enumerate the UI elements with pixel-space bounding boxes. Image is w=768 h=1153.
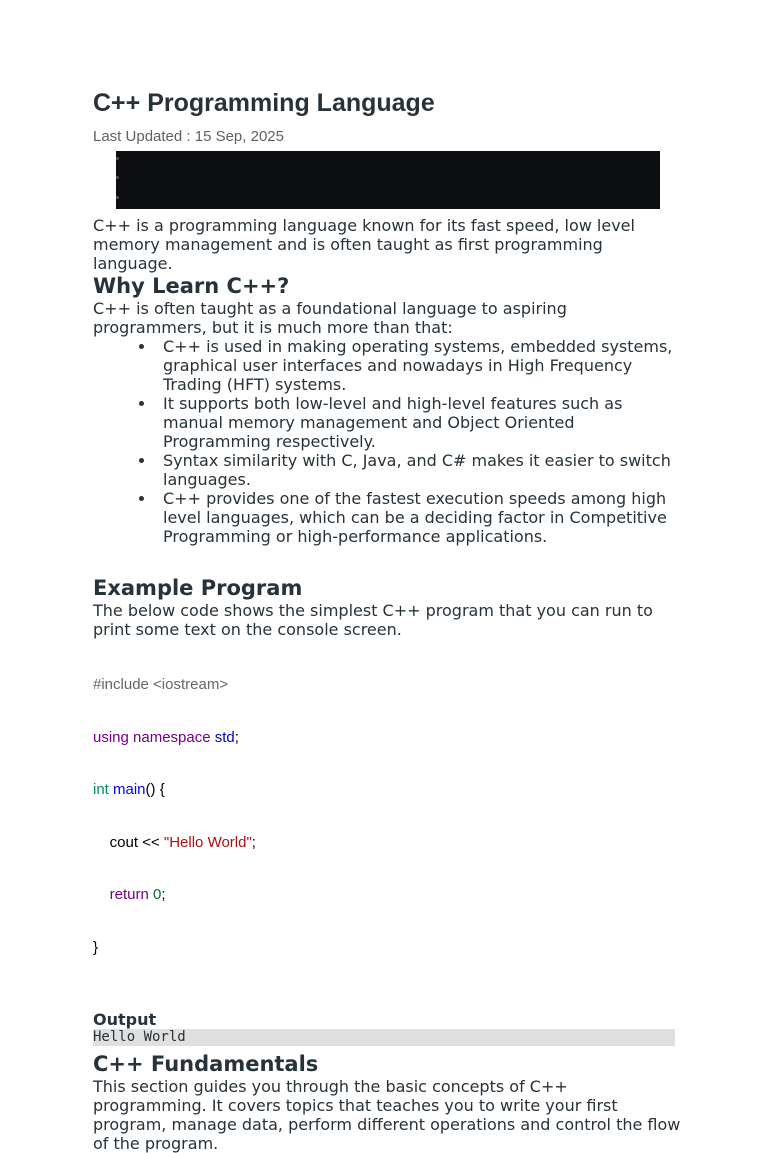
banner-dot bbox=[116, 157, 119, 160]
code-function: main bbox=[113, 781, 146, 798]
code-text: cout << bbox=[93, 833, 164, 851]
code-line bbox=[93, 886, 683, 904]
list-item-text: C++ is used in making operating systems, embedded systems, graphical user interfaces and nowadays in High Frequency Trading (HFT) systems. bbox=[163, 337, 673, 394]
page-title: C++ Programming Language bbox=[93, 89, 435, 117]
code-number: 0 bbox=[153, 886, 162, 903]
output-box: Hello World bbox=[93, 1029, 675, 1046]
section-heading-example: Example Program bbox=[93, 576, 303, 600]
code-namespace: std bbox=[214, 728, 235, 746]
code-punct: ; bbox=[251, 833, 256, 851]
section-heading-fundamentals: C++ Fundamentals bbox=[93, 1052, 319, 1076]
code-punct: ; bbox=[161, 886, 166, 903]
code-line bbox=[93, 939, 683, 957]
why-learn-list bbox=[93, 337, 683, 546]
code-type: int bbox=[93, 781, 109, 798]
code-keyword: namespace bbox=[133, 728, 211, 746]
code-line bbox=[93, 729, 683, 747]
banner-dot bbox=[116, 176, 119, 179]
bullet-icon bbox=[139, 458, 144, 463]
code-line bbox=[93, 834, 683, 852]
code-keyword: using bbox=[93, 728, 129, 746]
dark-banner bbox=[116, 151, 660, 209]
code-line bbox=[93, 781, 683, 799]
banner-dot bbox=[116, 196, 119, 199]
fundamentals-lead: This section guides you through the basic concepts of C++ programming. It covers topics that teaches you to write your first program, manage data, perform different operations and control the flow of the program. bbox=[93, 1077, 681, 1153]
code-punct: } bbox=[93, 938, 99, 956]
intro-paragraph: C++ is a programming language known for its fast speed, low level memory management and is often taught as first programming language. bbox=[93, 216, 635, 273]
code-block bbox=[93, 641, 683, 991]
section-heading-why-learn: Why Learn C++? bbox=[93, 274, 290, 298]
bullet-icon bbox=[139, 496, 144, 501]
list-item bbox=[163, 489, 683, 546]
code-include: #include <iostream> bbox=[93, 676, 229, 693]
why-learn-lead: C++ is often taught as a foundational language to aspiring programmers, but it is much more than that: bbox=[93, 299, 567, 337]
output-label: Output bbox=[93, 1010, 157, 1029]
code-indent bbox=[93, 886, 110, 903]
code-punct: ; bbox=[234, 728, 239, 746]
bullet-icon bbox=[139, 344, 144, 349]
code-punct: () { bbox=[145, 781, 165, 798]
list-item bbox=[163, 337, 683, 394]
list-item bbox=[163, 451, 683, 489]
list-item-text: It supports both low-level and high-level features such as manual memory management and Object Oriented Programming respectively. bbox=[163, 394, 623, 451]
list-item-text: C++ provides one of the fastest execution speeds among high level languages, which can be a deciding factor in Competitive Programming or high-performance applications. bbox=[163, 489, 667, 546]
example-lead: The below code shows the simplest C++ program that you can run to print some text on the console screen. bbox=[93, 601, 653, 639]
code-string: "Hello World" bbox=[163, 833, 252, 851]
code-line bbox=[93, 676, 683, 694]
bullet-icon bbox=[139, 401, 144, 406]
article bbox=[93, 87, 683, 1153]
list-item-text: Syntax similarity with C, Java, and C# makes it easier to switch languages. bbox=[163, 451, 671, 489]
code-keyword: return bbox=[109, 886, 149, 903]
last-updated: Last Updated : 15 Sep, 2025 bbox=[93, 128, 284, 145]
list-item bbox=[163, 394, 683, 451]
